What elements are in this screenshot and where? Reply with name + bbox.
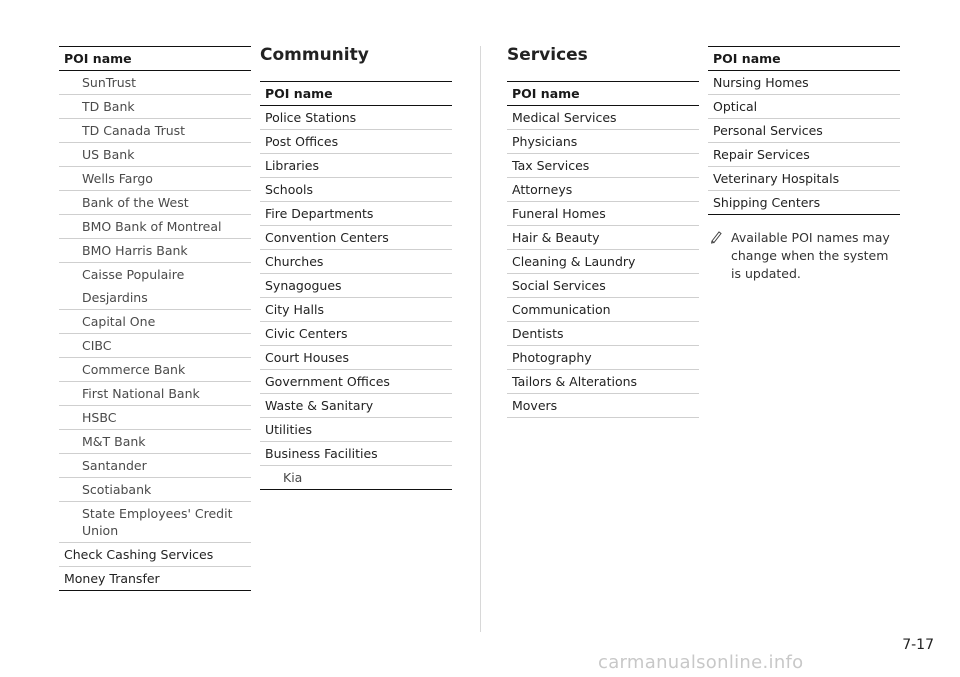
poi-name-cell: Social Services: [507, 274, 699, 298]
poi-name-cell: Commerce Bank: [59, 358, 251, 382]
table-row: [507, 202, 699, 226]
poi-column-services-continued: [708, 46, 900, 283]
table-row: [507, 274, 699, 298]
poi-name-cell: Veterinary Hospitals: [708, 167, 900, 191]
poi-column-banks: [59, 46, 251, 591]
poi-name-cell: Waste & Sanitary: [260, 394, 452, 418]
poi-name-cell: Tailors & Alterations: [507, 370, 699, 394]
poi-name-cell: Civic Centers: [260, 322, 452, 346]
table-row: [59, 167, 251, 191]
column-divider: [480, 46, 481, 632]
poi-name-cell: Post Offices: [260, 130, 452, 154]
table-row: [59, 239, 251, 263]
poi-name-cell: CIBC: [59, 334, 251, 358]
poi-name-cell: Bank of the West: [59, 191, 251, 215]
poi-name-cell: State Employees' Credit Union: [59, 502, 251, 543]
poi-name-cell: Money Transfer: [59, 567, 251, 591]
section-title-community: Community: [260, 45, 369, 65]
table-row: [260, 106, 452, 130]
poi-name-cell: Shipping Centers: [708, 191, 900, 215]
table-row: [708, 119, 900, 143]
table-row: [59, 191, 251, 215]
poi-name-cell: Synagogues: [260, 274, 452, 298]
table-row: [59, 502, 251, 543]
poi-column-community: [260, 43, 452, 490]
poi-name-cell: Funeral Homes: [507, 202, 699, 226]
poi-name-cell: Convention Centers: [260, 226, 452, 250]
poi-name-cell: Cleaning & Laundry: [507, 250, 699, 274]
table-row: [507, 346, 699, 370]
table-row: [59, 215, 251, 239]
table-row: [507, 370, 699, 394]
poi-name-cell: Fire Departments: [260, 202, 452, 226]
poi-name-cell: Government Offices: [260, 370, 452, 394]
poi-name-cell: Libraries: [260, 154, 452, 178]
table-row: [507, 130, 699, 154]
table-row: [59, 543, 251, 567]
table-row: [260, 418, 452, 442]
table-row: [260, 226, 452, 250]
table-row: [260, 154, 452, 178]
poi-name-cell: Photography: [507, 346, 699, 370]
table-header: POI name: [507, 82, 699, 106]
table-header: POI name: [59, 47, 251, 71]
table-row: [260, 274, 452, 298]
watermark: carmanualsonline.info: [598, 652, 804, 673]
table-row: [507, 322, 699, 346]
poi-name-cell: Capital One: [59, 310, 251, 334]
poi-name-cell: M&T Bank: [59, 430, 251, 454]
info-note: [708, 229, 900, 283]
poi-table-services: [507, 81, 699, 418]
table-row: [260, 322, 452, 346]
table-row: [260, 178, 452, 202]
table-row: [507, 250, 699, 274]
table-header: POI name: [708, 47, 900, 71]
table-row: [59, 119, 251, 143]
poi-name-cell: Caisse Populaire Desjardins: [59, 263, 251, 310]
table-row: [708, 143, 900, 167]
table-row: [260, 346, 452, 370]
poi-name-cell: Personal Services: [708, 119, 900, 143]
table-header: POI name: [260, 82, 452, 106]
table-row: [507, 394, 699, 418]
poi-name-cell: Optical: [708, 95, 900, 119]
table-row: [260, 130, 452, 154]
poi-table-services-continued: [708, 46, 900, 215]
table-row: [260, 298, 452, 322]
table-row: [708, 71, 900, 95]
table-row: [59, 382, 251, 406]
table-row: [708, 95, 900, 119]
poi-name-cell: Police Stations: [260, 106, 452, 130]
table-row: [507, 226, 699, 250]
table-row: [260, 442, 452, 466]
table-row: [59, 310, 251, 334]
table-row: [260, 466, 452, 490]
table-row: [59, 71, 251, 95]
table-row: [59, 263, 251, 310]
poi-name-cell: TD Bank: [59, 95, 251, 119]
poi-name-cell: Medical Services: [507, 106, 699, 130]
poi-name-cell: Business Facilities: [260, 442, 452, 466]
table-row: [59, 358, 251, 382]
poi-name-cell: Court Houses: [260, 346, 452, 370]
poi-table-banks: [59, 46, 251, 591]
poi-name-cell: SunTrust: [59, 71, 251, 95]
poi-name-cell: Check Cashing Services: [59, 543, 251, 567]
poi-table-community: [260, 81, 452, 490]
page-number: 7-17: [902, 637, 934, 653]
table-row: [708, 167, 900, 191]
table-row: [59, 430, 251, 454]
info-note-text: Available POI names may change when the system is updated.: [731, 230, 890, 281]
table-row: [59, 478, 251, 502]
table-row: [260, 394, 452, 418]
poi-name-cell: First National Bank: [59, 382, 251, 406]
poi-name-cell: Physicians: [507, 130, 699, 154]
poi-name-cell: Dentists: [507, 322, 699, 346]
poi-name-cell: Utilities: [260, 418, 452, 442]
poi-name-cell: HSBC: [59, 406, 251, 430]
table-row: [59, 454, 251, 478]
table-row: [260, 202, 452, 226]
section-title-services: Services: [507, 45, 588, 65]
table-row: [59, 143, 251, 167]
pencil-note-icon: [709, 230, 723, 244]
table-row: [59, 406, 251, 430]
poi-name-cell: Hair & Beauty: [507, 226, 699, 250]
table-row: [260, 250, 452, 274]
poi-name-cell: TD Canada Trust: [59, 119, 251, 143]
poi-name-cell: Scotiabank: [59, 478, 251, 502]
poi-name-cell: Churches: [260, 250, 452, 274]
table-row: [260, 370, 452, 394]
poi-name-cell: City Halls: [260, 298, 452, 322]
table-row: [507, 106, 699, 130]
poi-name-cell: US Bank: [59, 143, 251, 167]
poi-name-cell: Tax Services: [507, 154, 699, 178]
table-row: [59, 95, 251, 119]
table-row: [59, 334, 251, 358]
poi-name-cell: BMO Bank of Montreal: [59, 215, 251, 239]
poi-name-cell: Kia: [260, 466, 452, 490]
poi-name-cell: Repair Services: [708, 143, 900, 167]
table-row: [507, 178, 699, 202]
poi-name-cell: Attorneys: [507, 178, 699, 202]
table-row: [59, 567, 251, 591]
poi-name-cell: Schools: [260, 178, 452, 202]
poi-name-cell: BMO Harris Bank: [59, 239, 251, 263]
poi-name-cell: Movers: [507, 394, 699, 418]
table-row: [507, 154, 699, 178]
poi-column-services: [507, 43, 699, 418]
poi-name-cell: Nursing Homes: [708, 71, 900, 95]
table-row: [708, 191, 900, 215]
poi-name-cell: Communication: [507, 298, 699, 322]
poi-name-cell: Santander: [59, 454, 251, 478]
table-row: [507, 298, 699, 322]
poi-name-cell: Wells Fargo: [59, 167, 251, 191]
